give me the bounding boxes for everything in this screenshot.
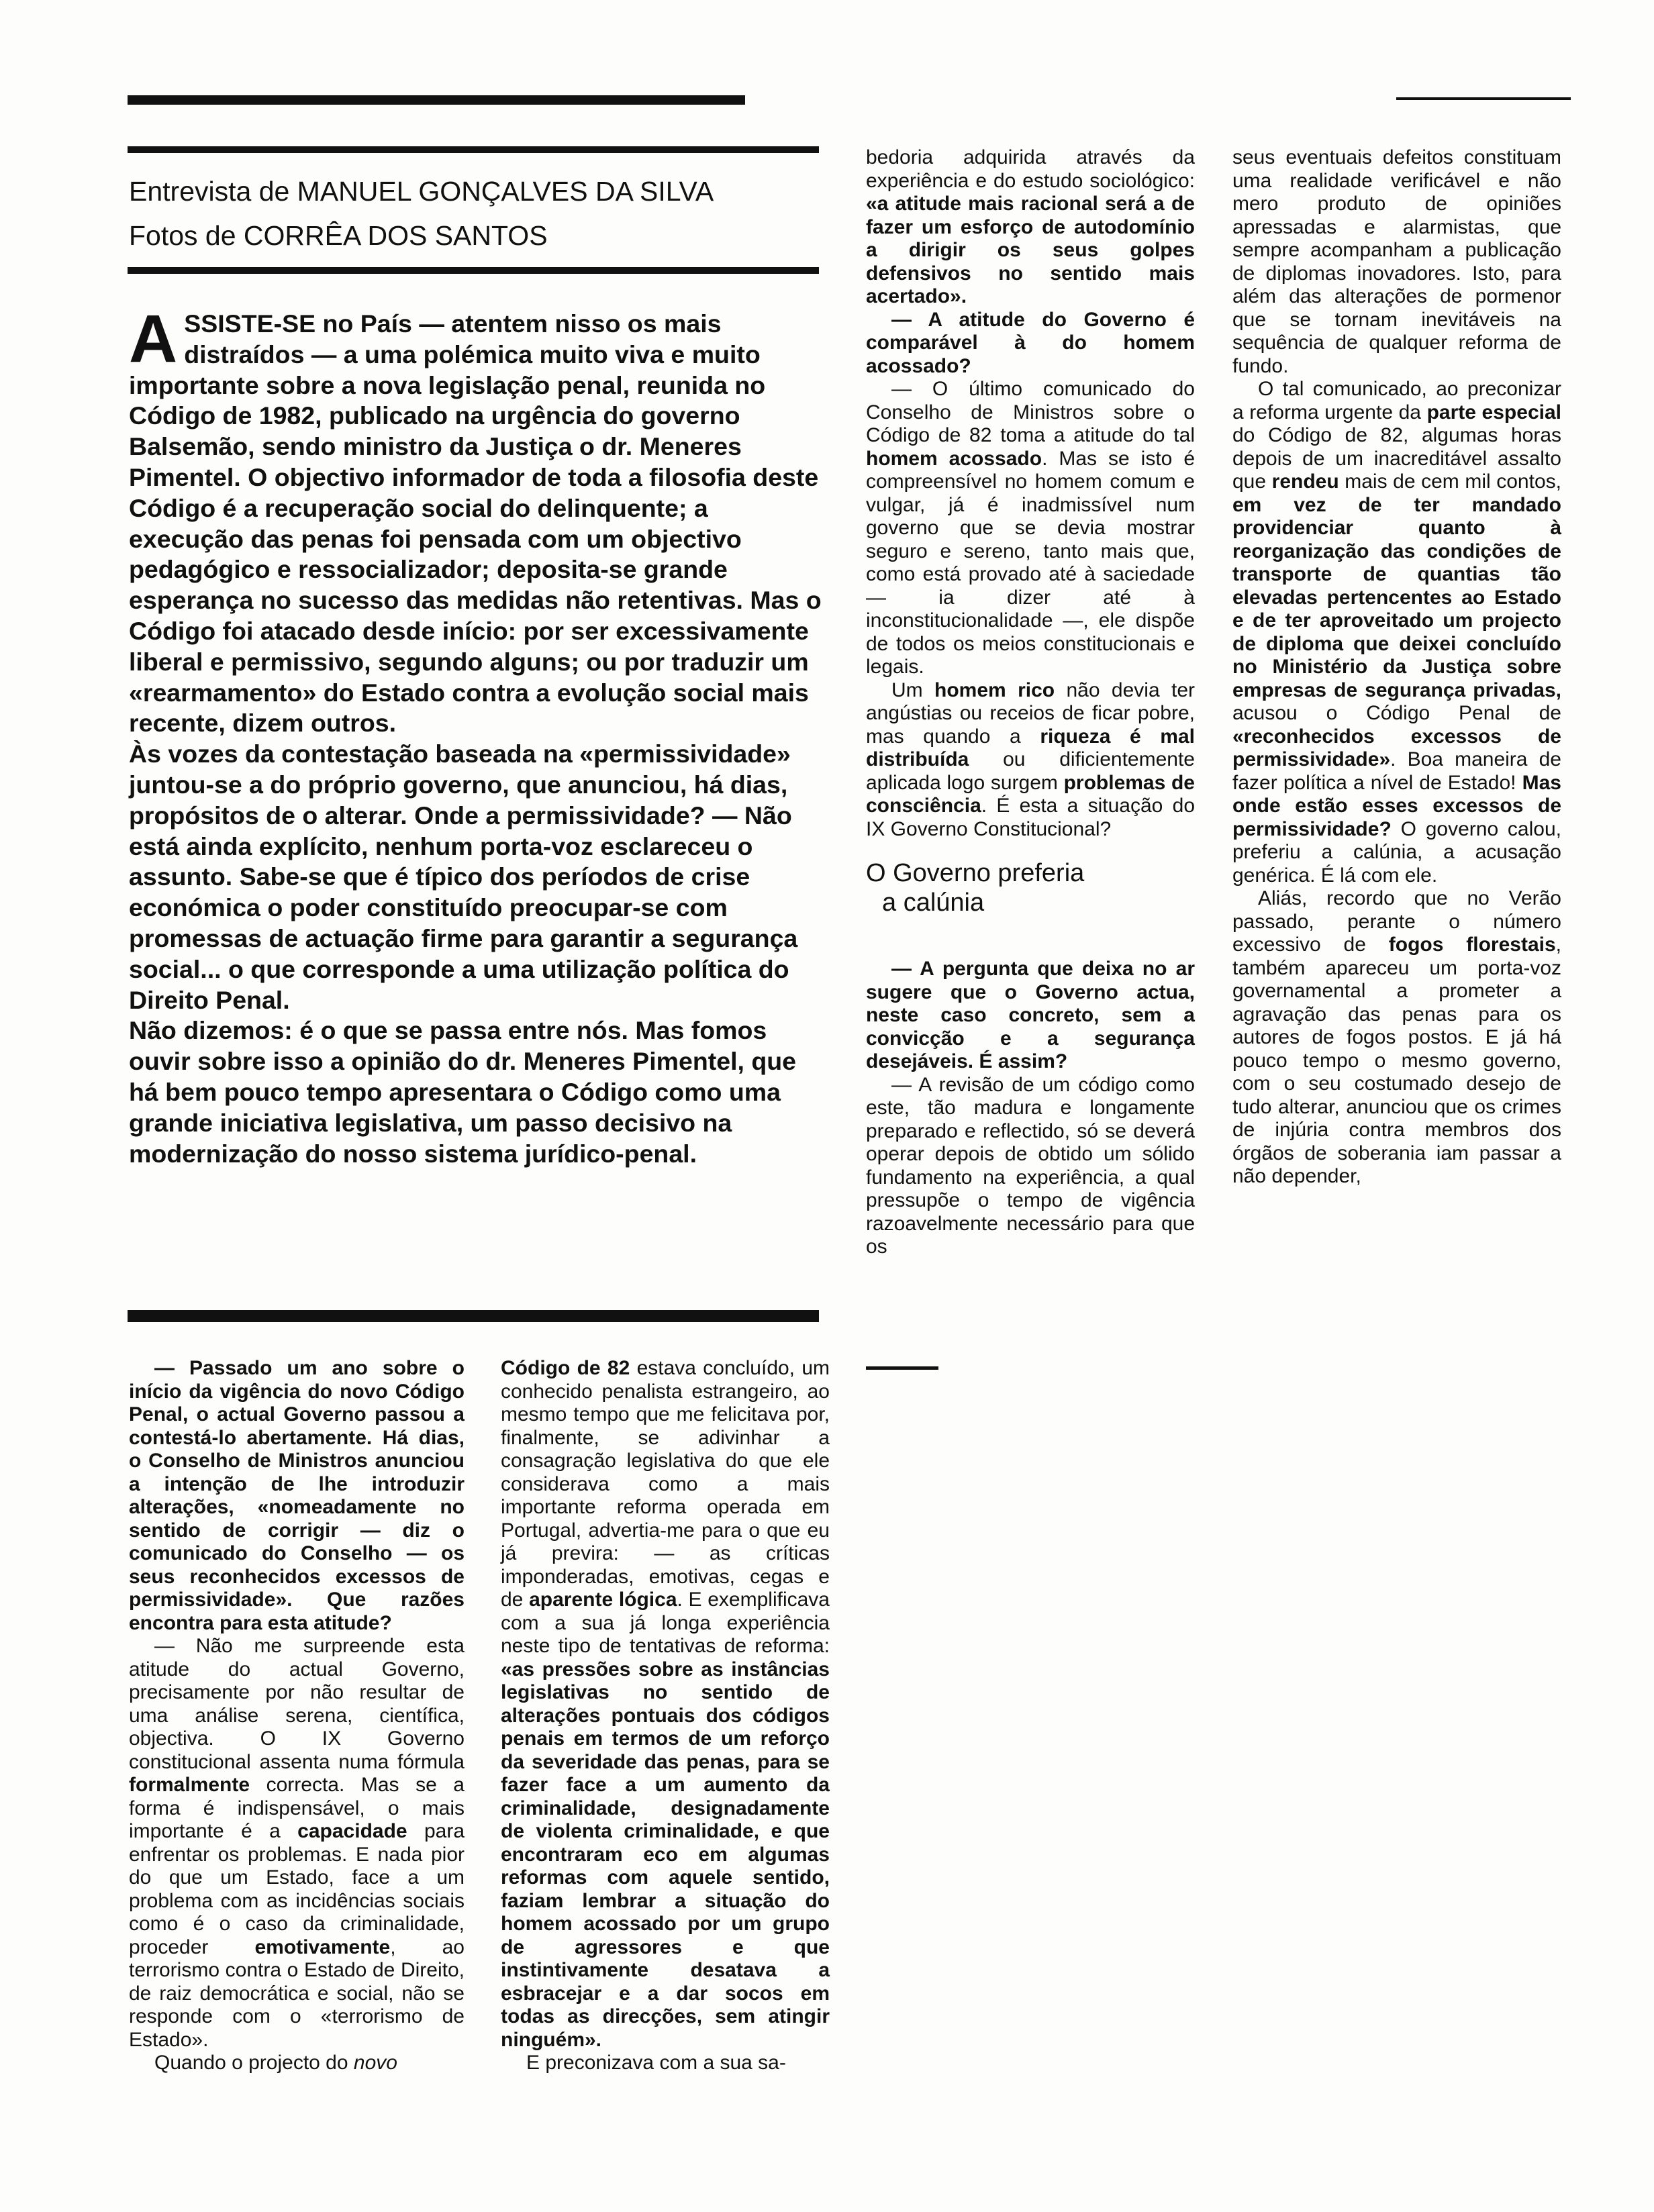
answer-3: — A revisão de um código como este, tão madura e longamente preparado e reflectido, só se deverá operar depois de obtido um sólido fundamento na experiência, a qual pressupõe o tempo de vigência razoavelmente necessário para que os: [866, 1073, 1195, 1258]
lead-bottom-rule: [128, 1310, 819, 1322]
lead-text-2: Às vozes da contestação baseada na «permissividade» juntou-se a do próprio governo, que anunciou, há dias, propósitos de o alterar. Onde a permissividade? — Não está ainda explícito, nenhum porta-voz esclareceu o assunto. Sabe-se que é típico dos períodos de crise económica o poder constituído preocupar-se com promessas de actuação firme para garantir a segurança social... o que corresponde a uma utilização política do Direito Penal.: [129, 740, 798, 1014]
question-2: — A atitude do Governo é comparável à do homem acossado?: [866, 308, 1195, 377]
answer-3-part-b: O tal comunicado, ao preconizar a reforma urgente da parte especial do Código de 82, algumas horas depois de um inacreditável assalto que rendeu mais de cem mil contos, em vez de ter mandado providenciar quanto à reorganização das condições de transporte de quantias tão elevadas pertencentes ao Estado e de ter aproveitado um projecto de diploma que deixei concluído no Ministério da Justiça sobre empresas de segurança privadas, acusou o Código Penal de «reconhecidos excessos de permissividade». Boa maneira de fazer política a nível de Estado! Mas onde estão esses excessos de permissividade? O governo calou, preferiu a calúnia, a acusação genérica. É lá com ele.: [1232, 378, 1561, 887]
column-end-mark: [866, 1366, 938, 1370]
answer-1: — Não me surpreende esta atitude do actual Governo, precisamente por não resultar de uma análise serena, científica, objectiva. O IX Governo constitucional assenta numa fórmula formalmente correcta. Mas se a forma é indispensável, o mais importante é a capacidade para enfrentar os problemas. E nada pior do que um Estado, face a um problema com as incidências sociais como é o caso da criminalidade, proceder emotivamente, ao terrorismo contra o Estado de Direito, de raiz democrática e social, não se responde com o «terrorismo de Estado».: [129, 1635, 465, 2051]
answer-1-part-b: Código de 82 estava concluído, um conhecido penalista estrangeiro, ao mesmo tempo que me felicitava por, finalmente, se adivinhar a consagração legislativa do que ele considerava como a mais importante reforma operada em Portugal, advertia-me para o que eu já previra: — as críticas imponderadas, emotivas, cegas e de aparente lógica. E exemplificava com a sua já longa experiência neste tipo de tentativas de reforma: «as pressões sobre as instâncias legislativas no sentido de alterações pontuais dos códigos penais em termos de um reforço da severidade das penas, para se fazer face a um aumento da criminalidade, designadamente de violenta criminalidade, e que encontraram eco em algumas reformas com aquele sentido, faziam lembrar a situação do homem acossado por um grupo de agressores e que instintivamente desatava a esbracejar e a dar socos em todas as direcções, sem atingir ninguém».: [501, 1357, 830, 2051]
section-subheading: O Governo preferia a calúnia: [866, 859, 1085, 917]
answer-1-part-d: bedoria adquirida através da experiência e do estudo sociológico: «a atitude mais racional será a de fazer um esforço de autodomínio a dirigir os seus golpes defensivos no sentido mais acertado».: [866, 146, 1195, 307]
answer-3-part-c: Aliás, recordo que no Verão passado, perante o número excessivo de fogos florestais, também apareceu um porta-voz governamental a prometer a agravação das penas para os autores de fogos postos. E já há pouco tempo o mesmo governo, com o seu costumado desejo de tudo alterar, anunciou que os crimes de injúria contra membros dos órgãos de soberania iam passar a não depender,: [1232, 887, 1561, 1187]
question-3: — A pergunta que deixa no ar sugere que o Governo actua, neste caso concreto, sem a convicção e a segurança desejáveis. É assim?: [866, 958, 1195, 1072]
lead-paragraph: [129, 301, 827, 1169]
header-rule-top: [128, 146, 819, 153]
column-lower-left: [129, 1357, 465, 2075]
answer-3-continued: seus eventuais defeitos constituam uma realidade verificável e não mero produto de opiniões apressadas e alarmistas, que sempre acompanham a publicação de diplomas inovadores. Isto, para além das alterações de pormenor que se tornam inevitáveis na sequência de qualquer reforma de fundo.: [1232, 146, 1561, 377]
drop-cap: A: [129, 301, 178, 376]
question-1: — Passado um ano sobre o início da vigência do novo Código Penal, o actual Governo passou a contestá-lo abertamente. Há dias, o Conselho de Ministros anunciou a intenção de lhe introduzir alterações, «nomeadamente no sentido de corrigir — diz o comunicado do Conselho — os seus reconhecidos excessos de permissividade». Que razões encontra para esta atitude?: [129, 1357, 465, 1634]
lead-text-1: SSISTE-SE no País — atentem nisso os mais distraídos — a uma polémica muito viva e muito importante sobre a nova legislação penal, reunida no Código de 1982, publicado na urgência do governo Balsemão, sendo ministro da Justiça o dr. Meneres Pimentel. O objectivo informador de toda a filosofia deste Código é a recuperação social do delinquente; a execução das penas foi pensada com um objectivo pedagógico e ressocializador; deposita-se grande esperança no sucesso das medidas não retentivas. Mas o Código foi atacado desde início: por ser excessivamente liberal e permissivo, segundo alguns; ou por traduzir um «rearmamento» do Estado contra a evolução social mais recente, dizem outros.: [129, 309, 822, 738]
answer-2-continued: Um homem rico não devia ter angústias ou receios de ficar pobre, mas quando a riqueza é mal distribuída ou dificientemente aplicada logo surgem problemas de consciência. É esta a situação do IX Governo Constitucional?: [866, 678, 1195, 840]
photographer-credit: Fotos de CORRÊA DOS SANTOS: [129, 220, 548, 251]
article-credits: [129, 169, 814, 258]
answer-2: — O último comunicado do Conselho de Ministros sobre o Código de 82 toma a atitude do tal homem acossado. Mas se isto é compreensível no homem comum e vulgar, já é inadmissível num governo que se devia mostrar seguro e sereno, tanto mais que, como está provado até à saciedade — ia dizer até à inconstitucionalidade —, ele dispõe de todos os meios constitucionais e legais.: [866, 378, 1196, 678]
header-rule-bottom: [128, 267, 819, 274]
column-lower-middle: [501, 1357, 830, 2075]
top-rule-left-thin: [738, 102, 745, 104]
lead-text-3: Não dizemos: é o que se passa entre nós. Mas fomos ouvir sobre isso a opinião do dr. Meneres Pimentel, que há bem pouco tempo apresentara o Código como uma grande iniciativa legislativa, um passo decisivo na modernização do nosso sistema jurídico-penal.: [129, 1016, 796, 1168]
answer-1-continued: Quando o projecto do novo: [154, 2052, 397, 2074]
top-rule-left-thick: [128, 95, 745, 105]
column-upper-right-2: [1232, 146, 1561, 1189]
answer-1-part-c: E preconizava com a sua sa-: [526, 2052, 786, 2074]
top-rule-right: [1396, 97, 1571, 100]
interviewer-credit: Entrevista de MANUEL GONÇALVES DA SILVA: [129, 176, 714, 207]
column-upper-right-1: [866, 146, 1195, 1259]
